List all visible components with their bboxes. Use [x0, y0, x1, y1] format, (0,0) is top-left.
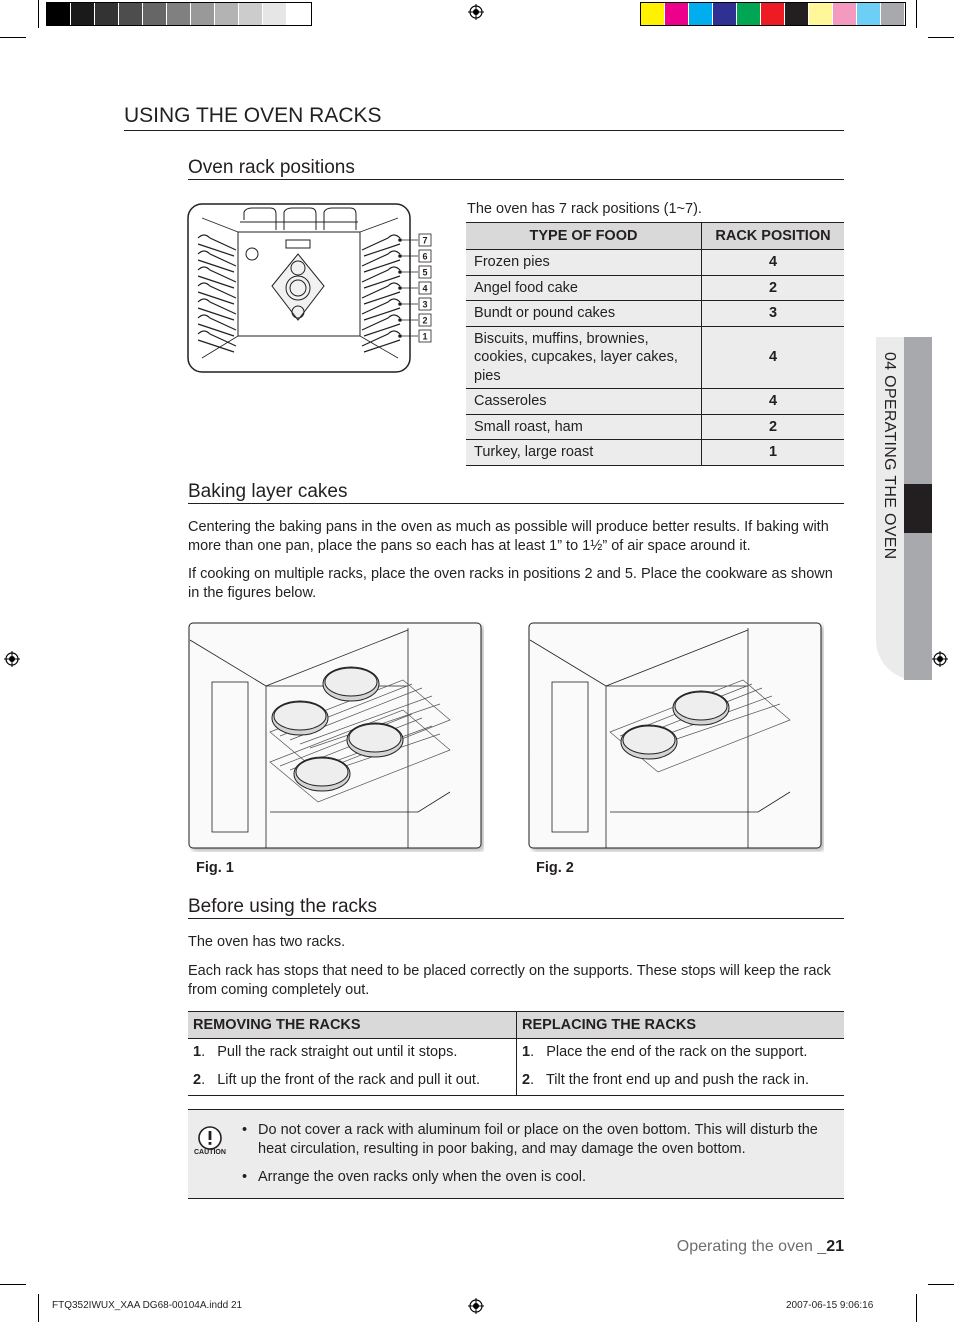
color-swatch [143, 3, 167, 25]
crop-mark [0, 37, 26, 38]
rack-leader-dot [398, 286, 402, 290]
crop-mark [928, 37, 954, 38]
file-slug: FTQ352IWUX_XAA DG68-00104A.indd 21 [52, 1300, 243, 1311]
rack-position-cell: 2 [702, 275, 845, 301]
figure-2-caption: Fig. 2 [536, 860, 574, 876]
before-paragraph-1: The oven has two racks. [188, 934, 346, 950]
rack-leader-dot [398, 318, 402, 322]
oven-rack-diagram [186, 200, 448, 384]
rack-table-row [466, 301, 844, 327]
rack-number-label: 7 [422, 235, 428, 246]
page-title: USING THE OVEN RACKS [124, 103, 844, 131]
figure-1-caption: Fig. 1 [196, 860, 234, 876]
caution-icon [197, 1125, 223, 1151]
color-swatch [761, 3, 785, 25]
food-type-cell: Angel food cake [466, 275, 702, 301]
color-swatch [95, 3, 119, 25]
column-header-position: RACK POSITION [702, 223, 845, 250]
food-type-cell: Biscuits, muffins, brownies, cookies, cupcakes, layer cakes, pies [466, 326, 702, 389]
rack-position-table [466, 222, 844, 466]
color-swatch [287, 3, 311, 25]
color-swatch [833, 3, 857, 25]
rack-position-cell: 4 [702, 389, 845, 415]
replace-step-2: 2. Tilt the front end up and push the rack in. [517, 1067, 845, 1096]
section-heading-baking: Baking layer cakes [188, 481, 844, 504]
racks-instructions-table [188, 1011, 844, 1096]
color-swatch [689, 3, 713, 25]
food-type-cell: Small roast, ham [466, 414, 702, 440]
color-swatch-bar [640, 2, 906, 26]
rack-leader-dot [398, 238, 402, 242]
color-swatch [785, 3, 809, 25]
registration-mark-icon [468, 4, 484, 20]
remove-step-1: 1. Pull the rack straight out until it stops. [193, 1044, 458, 1060]
rack-position-cell: 4 [702, 250, 845, 276]
rack-table-row [466, 275, 844, 301]
date-slug: 2007-06-15 9:06:16 [786, 1300, 874, 1311]
page-footer: Operating the oven _21 [676, 1238, 844, 1255]
oven-figure-1 [188, 622, 484, 852]
replace-step-1: 1. Place the end of the rack on the support. [517, 1039, 845, 1068]
caution-box [188, 1109, 844, 1199]
before-paragraph-2: Each rack has stops that need to be placed correctly on the supports. These stops will keep the rack from coming completely out. [188, 963, 831, 998]
section-heading-rack-positions: Oven rack positions [188, 157, 844, 180]
color-swatch [737, 3, 761, 25]
rack-leader-dot [398, 302, 402, 306]
color-swatch [641, 3, 665, 25]
color-swatch [665, 3, 689, 25]
color-swatch [215, 3, 239, 25]
crop-mark [916, 1294, 917, 1322]
column-header-replacing: REPLACING THE RACKS [517, 1012, 845, 1039]
crop-mark [38, 1294, 39, 1322]
color-swatch [809, 3, 833, 25]
column-header-food: TYPE OF FOOD [466, 223, 702, 250]
rack-number-label: 1 [422, 331, 428, 342]
food-type-cell: Bundt or pound cakes [466, 301, 702, 327]
registration-mark-icon [4, 651, 20, 667]
rack-leader-dot [398, 334, 402, 338]
rack-leader-dot [398, 254, 402, 258]
crop-mark [38, 0, 39, 28]
rack-number-label: 5 [422, 267, 428, 278]
oven-figure-2 [528, 622, 824, 852]
column-header-removing: REMOVING THE RACKS [188, 1012, 517, 1039]
color-swatch [857, 3, 881, 25]
registration-mark-icon [932, 651, 948, 667]
rack-position-cell: 4 [702, 326, 845, 389]
section-heading-before-using: Before using the racks [188, 896, 844, 919]
caution-item: • Arrange the oven racks only when the oven is cool. [240, 1168, 830, 1187]
rack-position-cell: 1 [702, 440, 845, 466]
color-swatch [713, 3, 737, 25]
color-swatch [47, 3, 71, 25]
rack-table-row [466, 326, 844, 389]
food-type-cell: Frozen pies [466, 250, 702, 276]
rack-number-label: 6 [422, 251, 428, 262]
side-tab-marker [904, 484, 932, 533]
caution-item: • Do not cover a rack with aluminum foil or place on the oven bottom. This will disturb the heat circulation, resulting in poor baking, and may damage the oven bottom. [240, 1121, 830, 1158]
rack-number-label: 3 [422, 299, 428, 310]
rack-table-row [466, 250, 844, 276]
color-swatch [167, 3, 191, 25]
rack-table-row [466, 414, 844, 440]
rack-position-cell: 2 [702, 414, 845, 440]
color-swatch [263, 3, 287, 25]
remove-step-2: 2. Lift up the front of the rack and pull it out. [188, 1067, 517, 1096]
rack-number-label: 2 [422, 315, 428, 326]
food-type-cell: Casseroles [466, 389, 702, 415]
rack-number-label: 4 [422, 283, 428, 294]
color-swatch [119, 3, 143, 25]
rack-intro-text: The oven has 7 rack positions (1~7). [467, 201, 702, 217]
rack-leader-dot [398, 270, 402, 274]
color-swatch [239, 3, 263, 25]
baking-paragraph-1: Centering the baking pans in the oven as much as possible will produce better results. If baking with more than one pan, place the pans so each has at least 1” to 1½” of air space around it. [188, 519, 829, 554]
chapter-label: 04 OPERATING THE OVEN [881, 352, 898, 560]
food-type-cell: Turkey, large roast [466, 440, 702, 466]
color-swatch [881, 3, 905, 25]
crop-mark [928, 1284, 954, 1285]
caution-label: CAUTION [194, 1149, 226, 1156]
crop-mark [0, 1284, 26, 1285]
crop-mark [916, 0, 917, 28]
rack-table-row [466, 440, 844, 466]
baking-paragraph-2: If cooking on multiple racks, place the oven racks in positions 2 and 5. Place the cookware as shown in the figures below. [188, 566, 833, 601]
rack-position-cell: 3 [702, 301, 845, 327]
registration-mark-icon [468, 1298, 484, 1314]
color-swatch [191, 3, 215, 25]
gray-swatch-bar [46, 2, 312, 26]
color-swatch [71, 3, 95, 25]
rack-table-row [466, 389, 844, 415]
